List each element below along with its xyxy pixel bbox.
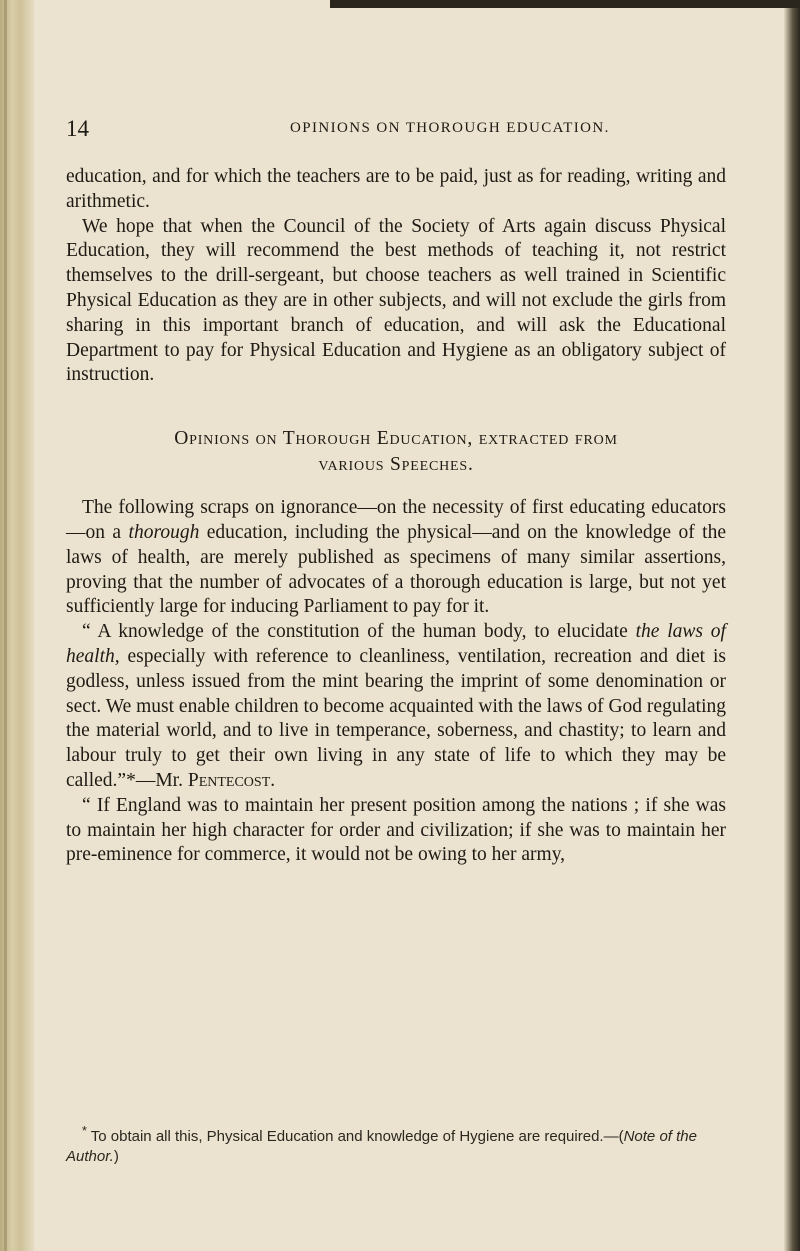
- footnote-marker: *: [82, 1124, 87, 1138]
- footnote: [66, 1121, 726, 1167]
- footnote-text: [66, 1121, 726, 1167]
- paragraph-3-text-b: education, including the physical—and on the knowledge of the laws of health, are merely published as specimens of many similar assertions, proving that the number of advocates of a thorough education is large, but not yet sufficiently large for inducing Parliament to pay for it.: [66, 521, 726, 618]
- book-page: [66, 0, 746, 1251]
- footnote-body: To obtain all this, Physical Education and knowledge of Hygiene are required.—(: [86, 1128, 624, 1145]
- section-heading: [66, 426, 726, 478]
- paragraph-3-text-a: The following scraps on ignorance—on the necessity of first educating educators—on a: [66, 497, 726, 543]
- paragraph-4-italic: the laws of health,: [66, 621, 726, 667]
- section-heading-line-1: Opinions on Thorough Education, extracted from: [174, 428, 618, 450]
- paragraph-4-text-a: “ A knowledge of the constitution of the human body, to elucidate: [82, 621, 636, 643]
- running-title: OPINIONS ON THOROUGH EDUCATION.: [290, 120, 610, 136]
- footnote-close: ): [113, 1148, 119, 1165]
- paragraph-4: [66, 620, 726, 794]
- page-number: 14: [66, 116, 89, 141]
- book-gutter: [0, 0, 34, 1251]
- paragraph-4-text-b: especially with reference to cleanliness, ventilation, recreation and diet is godless, unless issued from the mint bearing the imprint of some denomination or sect. We must enable children to become acquainted with the laws of God regulating the material world, and to live in temperance, soberness, and chastity; to learn and labour truly to get their own living in any state of life to which they may be called.”*—Mr.: [66, 645, 726, 791]
- footnote-italic: Note of the Author.: [66, 1128, 697, 1165]
- paragraph-1: education, and for which the teachers are to be paid, just as for reading, writing and arithmetic.: [66, 166, 726, 212]
- body-text: [66, 165, 726, 868]
- page-edge-right: [784, 0, 800, 1251]
- paragraph-3: [66, 496, 726, 620]
- page-header: [66, 116, 726, 146]
- paragraph-5: “ If England was to maintain her present position among the nations ; if she was to maintain her high character for order and civilization; if she was to maintain her pre-eminence for commerce, it would not be owing to her army,: [66, 794, 726, 866]
- speaker-name: Pentecost.: [187, 769, 276, 791]
- paragraph-2: We hope that when the Council of the Society of Arts again discuss Physical Education, they will recommend the best methods of teaching it, not restrict themselves to the drill-sergeant, but choose teachers as well trained in Scientific Physical Education as they are in other subjects, and will not exclude the girls from sharing in this important branch of education, and will ask the Educational Department to pay for Physical Education and Hygiene as an obligatory subject of instruction.: [66, 215, 726, 386]
- section-heading-line-2: various Speeches.: [318, 454, 474, 476]
- paragraph-3-italic: thorough: [128, 521, 200, 543]
